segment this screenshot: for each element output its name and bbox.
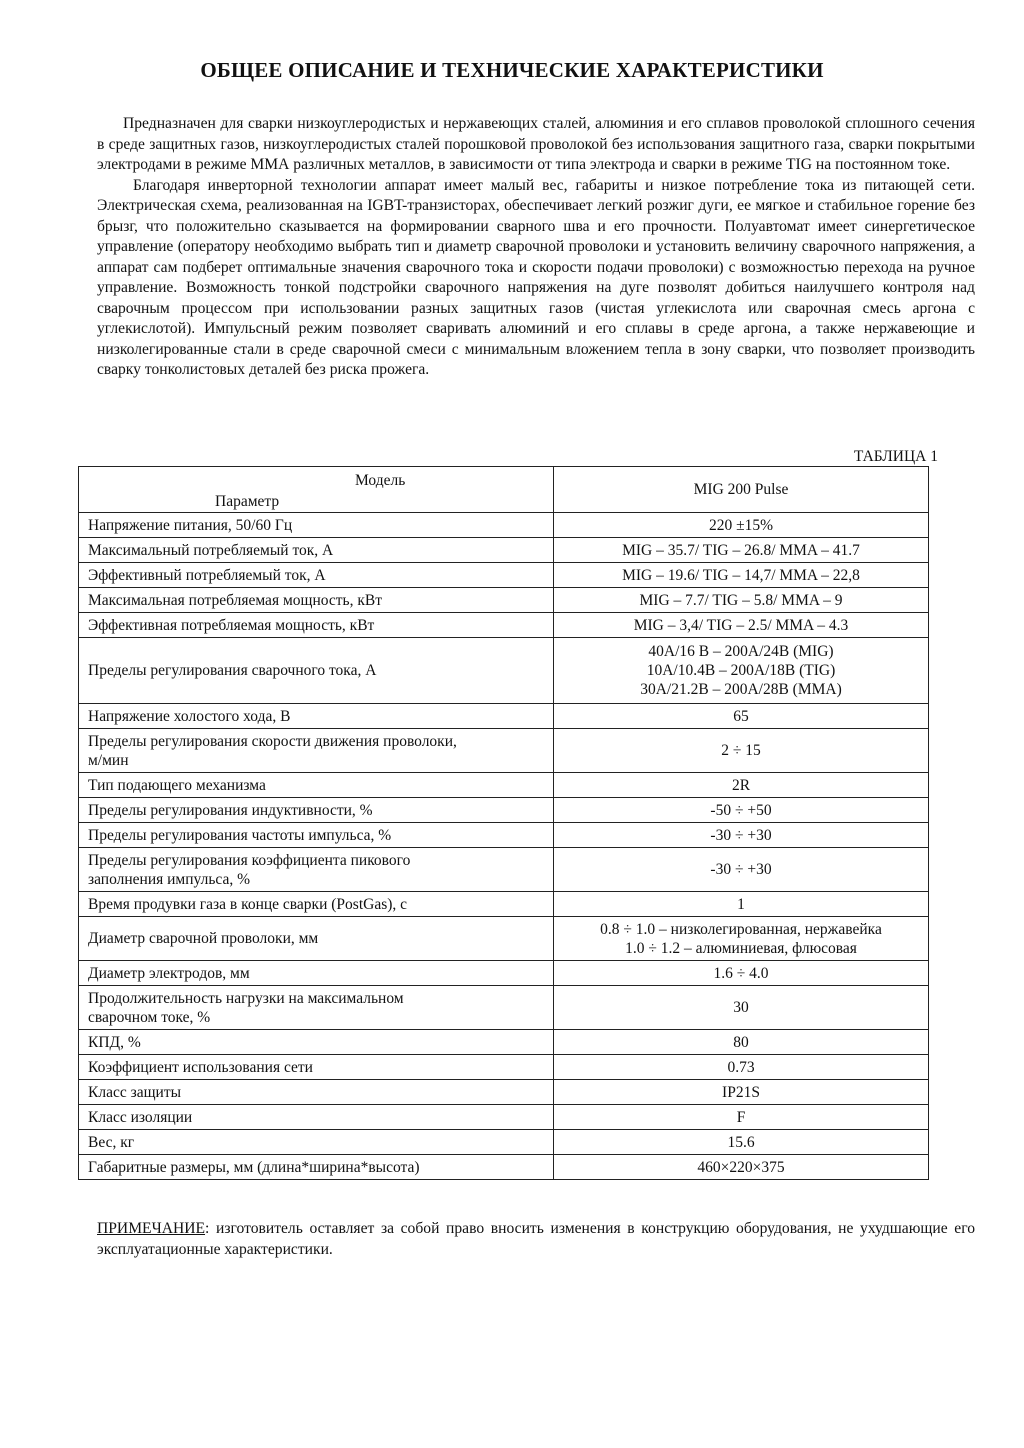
table-row [79, 1155, 929, 1180]
table-row [79, 961, 929, 986]
value-cell [554, 563, 929, 588]
value-text: 2R [731, 776, 751, 794]
param-text: Напряжение питания, 50/60 Гц [88, 516, 293, 534]
value-text: MIG – 7.7/ TIG – 5.8/ MMA – 9 [639, 591, 843, 609]
param-cell [79, 704, 554, 729]
header-param-label: Параметр [215, 492, 280, 510]
param-text: Пределы регулирования сварочного тока, А [88, 662, 377, 679]
value-cell [554, 1030, 929, 1055]
param-text: Напряжение холостого хода, В [88, 707, 291, 725]
param-text: Эффективный потребляемый ток, А [88, 566, 326, 584]
page-title: ОБЩЕЕ ОПИСАНИЕ И ТЕХНИЧЕСКИЕ ХАРАКТЕРИСТИКИ [200, 58, 824, 82]
param-cell [79, 1055, 554, 1080]
param-cell [79, 1130, 554, 1155]
note [97, 1218, 975, 1260]
table-row [79, 917, 929, 961]
value-text: 0.73 [727, 1058, 755, 1076]
value-text: 30А/21.2В – 200А/28В (MMA) [640, 681, 842, 698]
note-label: ПРИМЕЧАНИЕ [97, 1220, 206, 1237]
value-text: MIG – 35.7/ TIG – 26.8/ MMA – 41.7 [622, 541, 860, 559]
value-cell [554, 917, 929, 961]
value-cell [554, 986, 929, 1030]
param-cell [79, 729, 554, 773]
param-text: Пределы регулирования индуктивности, % [88, 801, 373, 819]
param-cell [79, 917, 554, 961]
param-cell [79, 1080, 554, 1105]
table-header-row [79, 467, 929, 513]
table-row [79, 986, 929, 1030]
param-cell [79, 1030, 554, 1055]
param-text: Пределы регулирования скорости движения проволоки, [88, 732, 457, 750]
param-text: Максимальный потребляемый ток, А [88, 541, 334, 559]
table-row [79, 704, 929, 729]
value-cell [554, 798, 929, 823]
param-text: Эффективная потребляемая мощность, кВт [88, 616, 375, 634]
header-value-cell: MIG 200 Pulse [554, 467, 929, 513]
param-cell [79, 892, 554, 917]
value-text: 2 ÷ 15 [721, 742, 761, 759]
value-text: 30 [733, 999, 749, 1016]
table-row [79, 538, 929, 563]
value-cell [554, 513, 929, 538]
note-text: : изготовитель оставляет за собой право вносить изменения в конструкцию оборудования, не ухудшающие его эксплуатационные характеристики. [97, 1220, 975, 1258]
param-cell [79, 1105, 554, 1130]
param-cell [79, 961, 554, 986]
table-row [79, 798, 929, 823]
table-row [79, 1105, 929, 1130]
value-cell [554, 588, 929, 613]
param-text: Коэффициент использования сети [88, 1058, 313, 1076]
param-cell [79, 823, 554, 848]
value-text: 0.8 ÷ 1.0 – низколегированная, нержавейка [600, 920, 882, 938]
value-cell [554, 1105, 929, 1130]
value-text: MIG – 3,4/ TIG – 2.5/ MMA – 4.3 [633, 616, 849, 634]
table-caption: ТАБЛИЦА 1 [853, 448, 938, 465]
header-param-cell [79, 467, 554, 513]
value-cell [554, 613, 929, 638]
param-text: Вес, кг [88, 1133, 135, 1151]
param-text: Время продувки газа в конце сварки (PostGas), с [88, 895, 408, 913]
table-row [79, 1055, 929, 1080]
param-cell [79, 773, 554, 798]
param-text: Класс защиты [88, 1083, 182, 1101]
param-text: Пределы регулирования коэффициента пикового [88, 851, 411, 869]
value-text: IP21S [722, 1083, 760, 1101]
param-text: Пределы регулирования частоты импульса, % [88, 826, 392, 844]
value-cell [554, 848, 929, 892]
intro-paragraph-2: Благодаря инверторной технологии аппарат имеет малый вес, габариты и низкое потребление тока из питающей сети. Электрическая схема, реализованная на IGBT-транзисторах, обеспечивает легкий розжиг дуги, ее мягкое и стабильное горение без брызг, что положительно сказывается на формировании сварного шва и его прочности. Полуавтомат имеет синергетическое управление (оператору необходимо выбрать тип и диаметр сварочной проволоки и установить величину сварочного напряжения, а аппарат сам подберет оптимальные значения сварочного тока и скорости подачи проволоки) с возможностью перехода на ручное управление. Возможность тонкой подстройки сварочного напряжения на дуге позволят добиться наилучшего контроля над сварочным процессом при использовании разных защитных газов (чистая углекислота или сварочная смесь аргона с углекислотой). Импульсный режим позволяет сваривать алюминий и его сплавы в среде аргона, а также нержавеющие и низколегированные стали в среде сварочной смеси с минимальным вложением тепла в зону сварки, что позволяет производить сварку тонколистовых деталей без риска прожега. [97, 176, 975, 378]
table-row [79, 588, 929, 613]
param-cell [79, 638, 554, 704]
param-text: сварочном токе, % [88, 1008, 211, 1026]
spec-table [78, 466, 929, 1180]
param-text: Тип подающего механизма [88, 776, 266, 794]
param-cell [79, 1155, 554, 1180]
intro-paragraph-1: Предназначен для сварки низкоуглеродистых и нержавеющих сталей, алюминия и его сплавов проволокой сплошного сечения в среде защитных газов, низкоуглеродистых сталей порошковой проволокой без использования защитного газа, сварки покрытыми электродами в режиме ММА различных металлов, в зависимости от типа электрода и сварки в режиме TIG на постоянном токе. [97, 115, 975, 173]
table-row [79, 773, 929, 798]
value-text: 40А/16 В – 200А/24В (MIG) [648, 643, 834, 660]
value-cell [554, 773, 929, 798]
param-cell [79, 588, 554, 613]
table-row [79, 729, 929, 773]
value-text: -30 ÷ +30 [710, 826, 772, 844]
value-cell [554, 1130, 929, 1155]
param-cell [79, 538, 554, 563]
param-text: заполнения импульса, % [88, 870, 251, 888]
value-cell [554, 892, 929, 917]
value-cell [554, 538, 929, 563]
value-text: 1.6 ÷ 4.0 [713, 964, 769, 982]
value-text: 10А/10.4В – 200А/18В (TIG) [646, 662, 836, 679]
value-text: 220 ±15% [708, 516, 774, 534]
table-row [79, 563, 929, 588]
param-cell [79, 986, 554, 1030]
param-text: Максимальная потребляемая мощность, кВт [88, 591, 382, 609]
table-row [79, 823, 929, 848]
value-cell [554, 638, 929, 704]
param-text: Диаметр электродов, мм [88, 964, 250, 982]
value-cell [554, 1055, 929, 1080]
value-cell [554, 1080, 929, 1105]
param-cell [79, 798, 554, 823]
value-cell [554, 729, 929, 773]
table-row [79, 848, 929, 892]
param-cell [79, 513, 554, 538]
param-text: КПД, % [88, 1033, 141, 1051]
table-row [79, 1080, 929, 1105]
value-text: 460×220×375 [697, 1158, 785, 1176]
table-row [79, 1130, 929, 1155]
value-text: 1 [737, 895, 745, 913]
table-row [79, 513, 929, 538]
param-text: Диаметр сварочной проволоки, мм [88, 930, 319, 947]
value-text: 65 [733, 707, 749, 725]
param-cell [79, 613, 554, 638]
value-text: MIG – 19.6/ TIG – 14,7/ MMA – 22,8 [622, 566, 860, 584]
header-model-label: Модель [355, 471, 406, 489]
table-row [79, 1030, 929, 1055]
param-cell [79, 848, 554, 892]
value-text: -50 ÷ +50 [710, 801, 772, 819]
param-text: Габаритные размеры, мм (длина*ширина*высота) [88, 1158, 420, 1176]
param-text: Продолжительность нагрузки на максимальном [88, 989, 404, 1007]
param-cell [79, 563, 554, 588]
value-text: 1.0 ÷ 1.2 – алюминиевая, флюсовая [625, 939, 857, 957]
value-text: F [736, 1108, 746, 1126]
param-text: м/мин [88, 751, 129, 769]
table-row [79, 613, 929, 638]
param-text: Класс изоляции [88, 1108, 193, 1126]
value-cell [554, 961, 929, 986]
value-cell [554, 823, 929, 848]
value-cell [554, 1155, 929, 1180]
intro-text [97, 114, 975, 381]
value-text: 80 [733, 1033, 749, 1051]
table-row [79, 638, 929, 704]
value-cell [554, 704, 929, 729]
value-text: -30 ÷ +30 [710, 861, 772, 878]
table-row [79, 892, 929, 917]
value-text: 15.6 [727, 1133, 755, 1151]
